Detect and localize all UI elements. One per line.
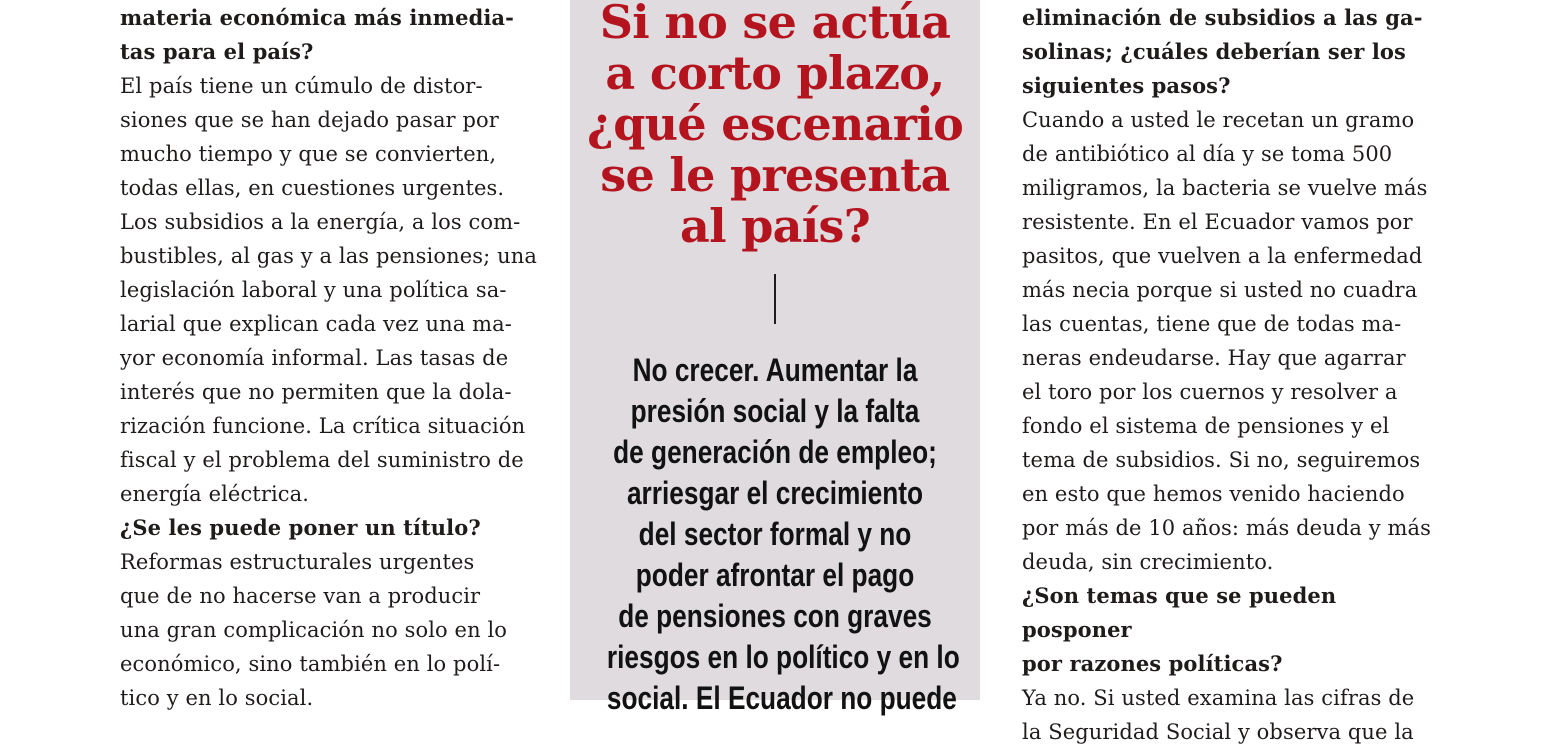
right-article-text <box>1022 1 1442 749</box>
right-answer-1-line-1: Cuando a usted le recetan un gramo <box>1022 108 1415 132</box>
right-question-1-line-3: siguientes pasos? <box>1022 73 1231 98</box>
left-answer-1 <box>120 69 540 511</box>
pull-quote-question-line-5: al país? <box>680 199 870 253</box>
right-question-1-line-1: eliminación de subsidios a las ga- <box>1022 5 1423 30</box>
right-question-2 <box>1022 579 1442 681</box>
right-answer-1-line-10: fondo el sistema de pensiones y el <box>1022 414 1390 438</box>
right-question-1 <box>1022 1 1442 103</box>
right-answer-1-line-14: deuda, sin crecimiento. <box>1022 550 1274 574</box>
right-answer-1-line-5: pasitos, que vuelven a la enfermedad <box>1022 244 1423 268</box>
right-answer-1-line-12: en esto que hemos venido haciendo <box>1022 482 1405 506</box>
pull-quote-answer-line-8: riesgos en lo político y en lo <box>606 639 960 675</box>
left-answer-1-line-4: todas ellas, en cuestiones urgentes. <box>120 176 505 200</box>
pull-quote-answer <box>606 350 960 719</box>
right-answer-1-line-13: por más de 10 años: más deuda y más <box>1022 516 1432 540</box>
left-article-text <box>120 1 540 715</box>
right-answer-1-line-2: de antibiótico al día y se toma 500 <box>1022 142 1393 166</box>
right-answer-2-line-2: la Seguridad Social y observa que la <box>1022 720 1414 744</box>
right-answer-2 <box>1022 681 1442 749</box>
left-question-1-line-1: materia económica más inmedia- <box>120 5 514 30</box>
right-answer-1-line-8: neras endeudarse. Hay que agarrar <box>1022 346 1406 370</box>
left-question-1-line-2: tas para el país? <box>120 39 314 64</box>
left-answer-1-line-3: mucho tiempo y que se convierten, <box>120 142 497 166</box>
pull-quote-divider <box>774 274 776 324</box>
right-answer-1-line-9: el toro por los cuernos y resolver a <box>1022 380 1398 404</box>
right-question-2-line-2: por razones políticas? <box>1022 651 1283 676</box>
left-answer-2 <box>120 545 540 715</box>
pull-quote-question-line-3: ¿qué escenario <box>586 97 964 151</box>
pull-quote-answer-line-1: No crecer. Aumentar la <box>632 352 918 388</box>
right-article-column <box>1022 0 1442 744</box>
pull-quote-question-line-4: se le presenta <box>600 148 950 202</box>
right-answer-1-line-3: miligramos, la bacteria se vuelve más <box>1022 176 1428 200</box>
pull-quote-answer-line-3: de generación de empleo; <box>613 434 937 470</box>
left-answer-1-line-8: larial que explican cada vez una ma- <box>120 312 512 336</box>
left-answer-2-line-5: tico y en lo social. <box>120 686 314 710</box>
pull-quote-question-line-1: Si no se actúa <box>599 0 951 49</box>
right-answer-2-line-1: Ya no. Si usted examina las cifras de <box>1022 686 1415 710</box>
right-question-2-line-1: ¿Son temas que se pueden posponer <box>1022 583 1337 642</box>
pull-quote-panel <box>570 0 980 716</box>
left-answer-2-line-4: económico, sino también en lo polí- <box>120 652 501 676</box>
pull-quote-answer-line-2: presión social y la falta <box>630 393 920 429</box>
pull-quote-answer-line-6: poder afrontar el pago <box>635 557 915 593</box>
pull-quote-question <box>570 0 980 252</box>
right-answer-1-line-7: las cuentas, tiene que de todas ma- <box>1022 312 1402 336</box>
left-answer-2-line-3: una gran complicación no solo en lo <box>120 618 508 642</box>
left-answer-1-line-5: Los subsidios a la energía, a los com- <box>120 210 521 234</box>
pull-quote-question-line-2: a corto plazo, <box>605 46 945 100</box>
left-answer-1-line-12: fiscal y el problema del suministro de <box>120 448 524 472</box>
pull-quote-answer-line-9: social. El Ecuador no puede <box>606 680 957 716</box>
right-answer-1-line-4: resistente. En el Ecuador vamos por <box>1022 210 1413 234</box>
left-question-2-line-1: ¿Se les puede poner un título? <box>120 515 481 540</box>
left-answer-1-line-10: interés que no permiten que la dola- <box>120 380 512 404</box>
left-answer-1-line-1: El país tiene un cúmulo de distor- <box>120 74 483 98</box>
left-answer-1-line-9: yor economía informal. Las tasas de <box>120 346 509 370</box>
left-question-1 <box>120 1 540 69</box>
left-answer-2-line-1: Reformas estructurales urgentes <box>120 550 475 574</box>
pull-quote-answer-line-4: arriesgar el crecimiento <box>626 475 924 511</box>
left-answer-1-line-7: legislación laboral y una política sa- <box>120 278 507 302</box>
left-answer-1-line-2: siones que se han dejado pasar por <box>120 108 499 132</box>
left-question-2 <box>120 511 540 545</box>
right-answer-1-line-6: más necia porque si usted no cuadra <box>1022 278 1418 302</box>
pull-quote-answer-line-5: del sector formal y no <box>638 516 912 552</box>
left-answer-1-line-13: energía eléctrica. <box>120 482 310 506</box>
right-answer-1 <box>1022 103 1442 579</box>
left-answer-2-line-2: que de no hacerse van a producir <box>120 584 481 608</box>
right-answer-1-line-11: tema de subsidios. Si no, seguiremos <box>1022 448 1421 472</box>
right-question-1-line-2: solinas; ¿cuáles deberían ser los <box>1022 39 1406 64</box>
pull-quote-answer-line-7: de pensiones con graves <box>618 598 932 634</box>
left-answer-1-line-11: rización funcione. La crítica situación <box>120 414 526 438</box>
left-article-column <box>120 0 540 710</box>
left-answer-1-line-6: bustibles, al gas y a las pensiones; una <box>120 244 537 268</box>
